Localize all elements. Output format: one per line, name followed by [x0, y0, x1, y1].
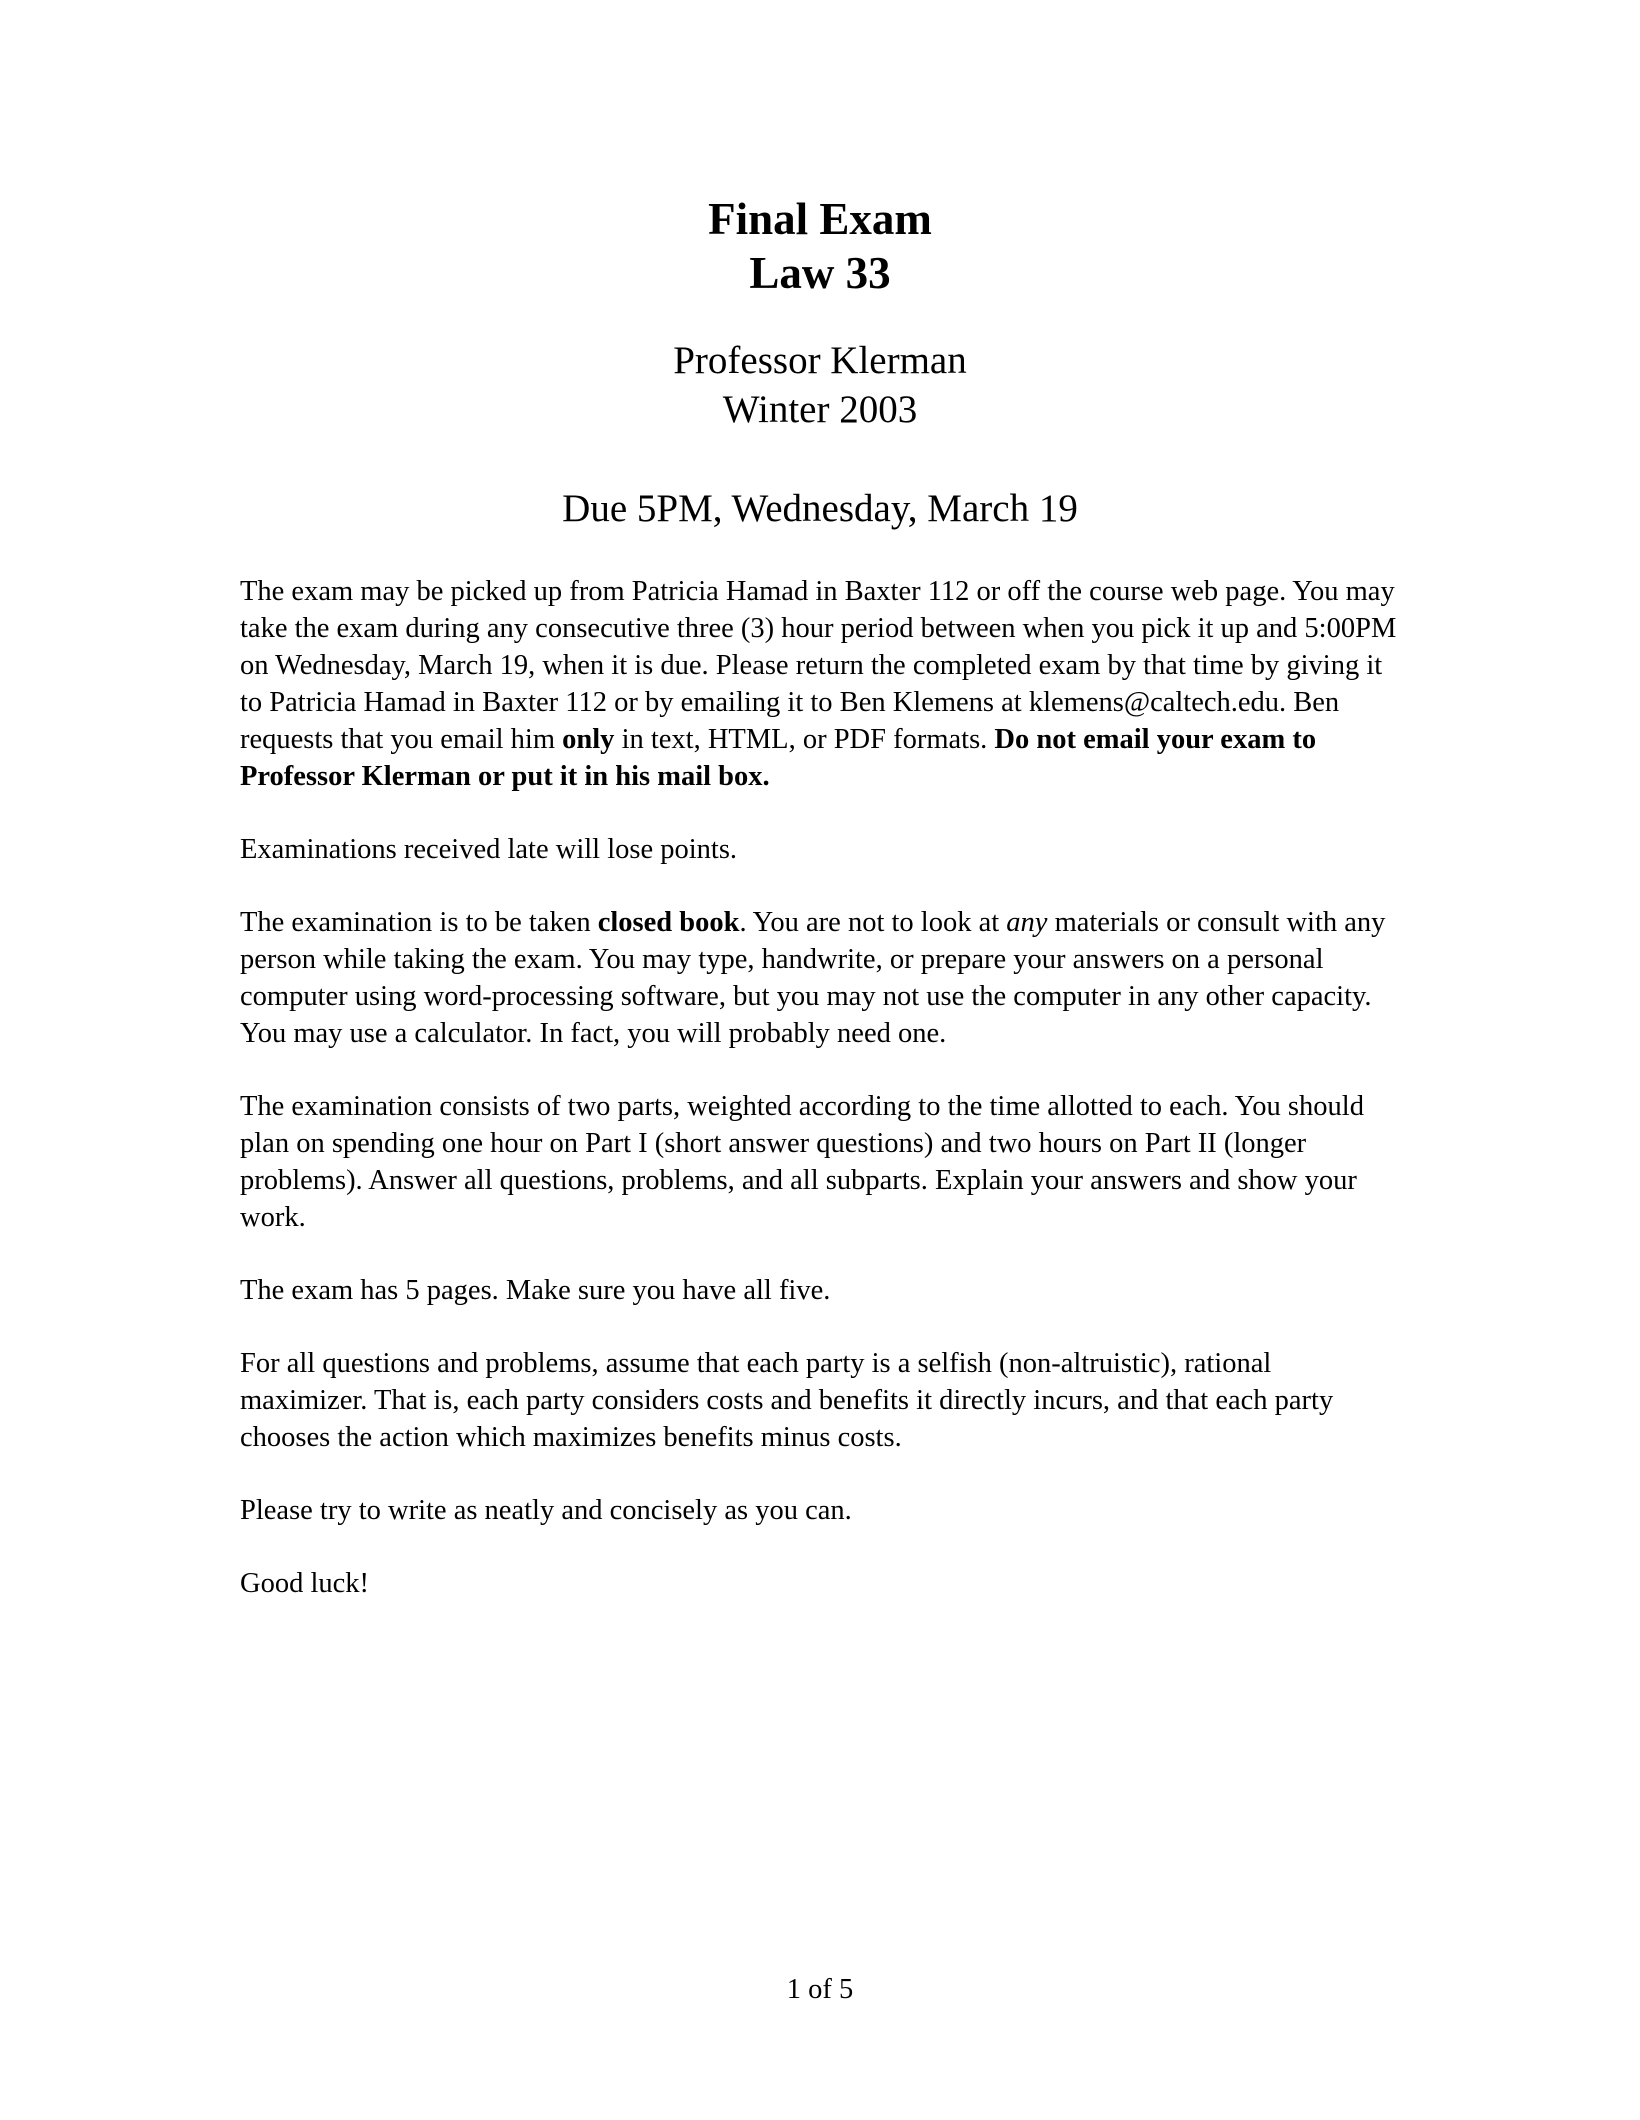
title-block: [0, 192, 1640, 300]
term: Winter 2003: [722, 388, 918, 431]
paragraph-late-policy: Examinations received late will lose points.: [240, 834, 738, 865]
paragraph-neatness: Please try to write as neatly and concisely as you can.: [240, 1495, 852, 1526]
course-name: Law 33: [749, 248, 891, 298]
paragraph-assumptions: For all questions and problems, assume that each party is a selfish (non-altruistic), rational maximizer. That is, each party considers costs and benefits it directly incurs, and that each party chooses the action which maximizes benefits minus costs.: [240, 1348, 1334, 1453]
exam-title: Final Exam: [708, 194, 932, 244]
page-number: 1 of 5: [786, 1974, 854, 2005]
warning-no-email-professor: Do not email your exam to Professor Klerman or put it in his mail box.: [240, 724, 1317, 792]
due-date: Due 5PM, Wednesday, March 19: [562, 487, 1078, 530]
paragraph-exam-structure: The examination consists of two parts, weighted according to the time allotted to each. You should plan on spending one hour on Part I (short answer questions) and two hours on Part II (longer problems). Answer all questions, problems, and all subparts. Explain your answers and show your work.: [240, 1091, 1364, 1233]
professor-name: Professor Klerman: [673, 339, 967, 382]
course-info: [0, 336, 1640, 434]
instructions: [240, 573, 1400, 1638]
paragraph-page-count: The exam has 5 pages. Make sure you have all five.: [240, 1275, 831, 1306]
emphasis-any: any: [1006, 907, 1048, 938]
emphasis-closed-book: closed book: [597, 907, 740, 938]
paragraph-good-luck: Good luck!: [240, 1568, 370, 1599]
paragraph-pickup-return: The exam may be picked up from Patricia Hamad in Baxter 112 or off the course web page. You may take the exam during any consecutive three (3) hour period between when you pick it up and 5:00PM on Wednesday, March 19, when it is due. Please return the completed exam by that time by giving it to Patricia Hamad in Baxter 112 or by emailing it to Ben Klemens at klemens@caltech.edu. Ben requests that you email him only in text, HTML, or PDF formats. Do not email your exam to Professor Klerman or put it in his mail box.: [240, 576, 1397, 792]
emphasis-only: only: [562, 724, 615, 755]
paragraph-closed-book: The examination is to be taken closed book. You are not to look at any materials or consult with any person while taking the exam. You may type, handwrite, or prepare your answers on a personal computer using word-processing software, but you may not use the computer in any other capacity. You may use a calculator. In fact, you will probably need one.: [240, 907, 1386, 1049]
